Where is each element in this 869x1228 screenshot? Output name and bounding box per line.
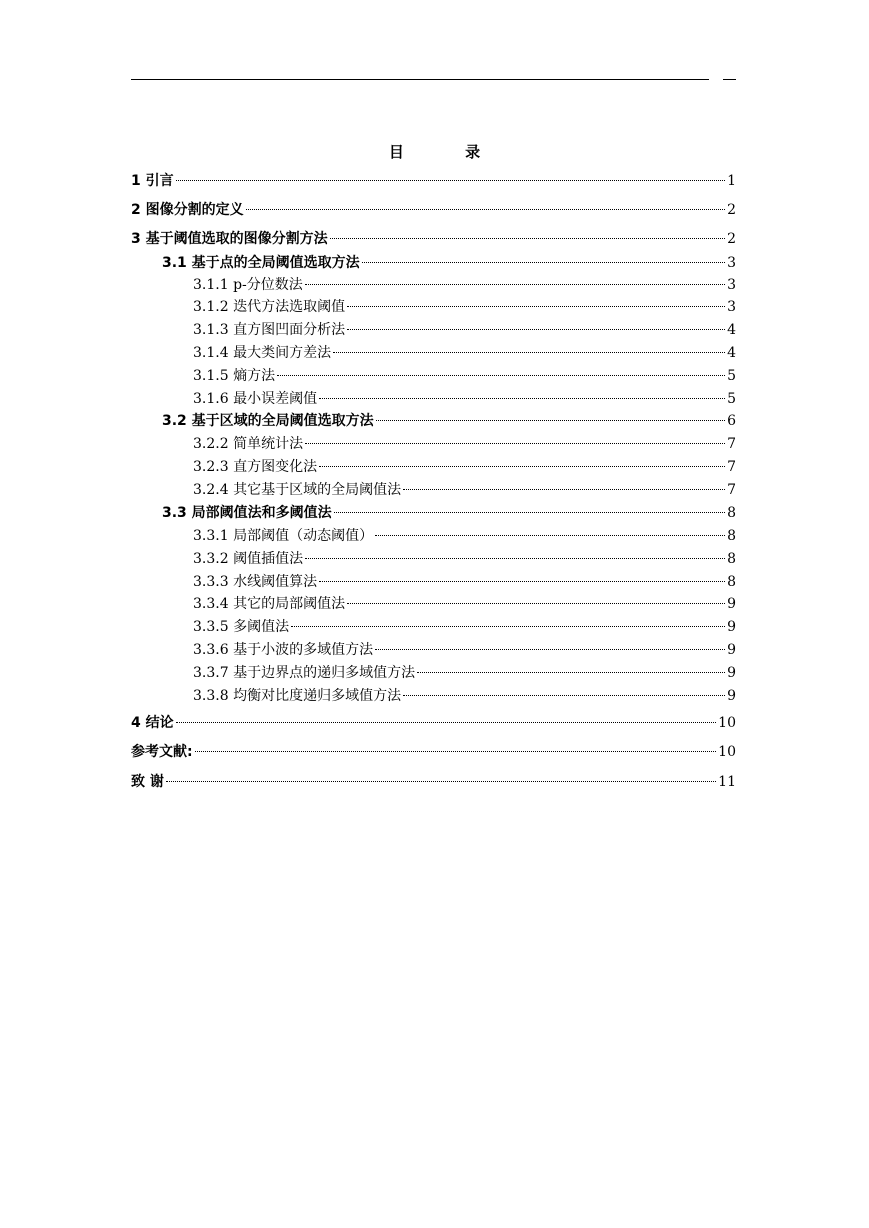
header-dash: [723, 79, 736, 80]
toc-entry-label: 2 图像分割的定义: [131, 202, 244, 218]
toc-dot-leader: [362, 262, 725, 263]
toc-entry-label: 1 引言: [131, 173, 174, 189]
toc-entry-page: 2: [727, 231, 736, 247]
toc-dot-leader: [347, 306, 725, 307]
toc-entry[interactable]: [193, 297, 736, 317]
toc-entry-page: 4: [727, 322, 736, 338]
toc-entry-page: 9: [727, 665, 736, 681]
toc-entry-page: 7: [727, 436, 736, 452]
toc-dot-leader: [195, 751, 717, 752]
toc-entry-page: 2: [727, 202, 736, 218]
toc-dot-leader: [319, 581, 725, 582]
toc-dot-leader: [375, 535, 725, 536]
toc-entry[interactable]: [193, 549, 736, 569]
toc-entry-page: 3: [727, 299, 736, 315]
toc-dot-leader: [333, 352, 725, 353]
toc-entry-page: 7: [727, 459, 736, 475]
toc-dot-leader: [347, 603, 725, 604]
toc-entry-label: 3.3.5 多阈值法: [193, 619, 290, 635]
toc-entry-label: 3.3.6 基于小波的多域值方法: [193, 642, 374, 658]
toc-dot-leader: [246, 209, 725, 210]
toc-entry[interactable]: [193, 275, 736, 295]
toc-dot-leader: [305, 284, 725, 285]
toc-entry-label: 参考文献:: [131, 744, 193, 760]
toc-entry-page: 5: [727, 368, 736, 384]
toc-entry[interactable]: [193, 389, 736, 409]
toc-entry[interactable]: [193, 594, 736, 614]
toc-entry[interactable]: [131, 229, 736, 249]
toc-entry-page: 3: [727, 277, 736, 293]
toc-entry-label: 3.2.3 直方图变化法: [193, 459, 318, 475]
toc-entry-page: 9: [727, 642, 736, 658]
toc-dot-leader: [291, 626, 725, 627]
toc-entry-label: 3.3.4 其它的局部阈值法: [193, 596, 346, 612]
toc-entry-label: 3.1.3 直方图凹面分析法: [193, 322, 346, 338]
toc-entry-page: 10: [718, 715, 736, 731]
toc-entry-page: 8: [727, 505, 736, 521]
toc-entry[interactable]: [193, 434, 736, 454]
toc-entry-label: 3.1 基于点的全局阈值选取方法: [162, 255, 360, 271]
toc-entry-label: 3.3.2 阈值插值法: [193, 551, 304, 567]
toc-dot-leader: [305, 443, 725, 444]
toc-dot-leader: [417, 672, 725, 673]
toc-dot-leader: [403, 489, 725, 490]
toc-dot-leader: [376, 420, 725, 421]
toc-entry-label: 3.2 基于区域的全局阈值选取方法: [162, 413, 374, 429]
toc-entry-page: 8: [727, 528, 736, 544]
toc-entry[interactable]: [193, 640, 736, 660]
toc-dot-leader: [347, 329, 725, 330]
toc-entry-label: 3.3.1 局部阈值（动态阈值）: [193, 528, 374, 544]
toc-entry-label: 3.1.4 最大类间方差法: [193, 345, 332, 361]
toc-entry[interactable]: [131, 171, 736, 191]
toc-entry-label: 3.1.6 最小误差阈值: [193, 391, 318, 407]
toc-entry[interactable]: [193, 686, 736, 706]
toc-entry-page: 7: [727, 482, 736, 498]
toc-entry-page: 4: [727, 345, 736, 361]
toc-dot-leader: [403, 695, 725, 696]
toc-entry[interactable]: [131, 713, 736, 733]
toc-entry-page: 9: [727, 688, 736, 704]
toc-entry-page: 5: [727, 391, 736, 407]
toc-entry-label: 3.1.1 p-分位数法: [193, 277, 303, 293]
toc-entry[interactable]: [193, 480, 736, 500]
toc-entry-page: 11: [718, 774, 736, 790]
toc-entry-label: 3.1.2 迭代方法选取阈值: [193, 299, 346, 315]
toc-entry-label: 致 谢: [131, 774, 164, 790]
toc-title: 目 录: [388, 143, 509, 161]
toc-dot-leader: [305, 558, 725, 559]
toc-entry-label: 3.3.7 基于边界点的递归多域值方法: [193, 665, 416, 681]
toc-entry[interactable]: [193, 526, 736, 546]
toc-entry-page: 6: [727, 413, 736, 429]
toc-entry-page: 10: [718, 744, 736, 760]
toc-entry-label: 3.3.3 水线阈值算法: [193, 574, 318, 590]
toc-entry[interactable]: [193, 343, 736, 363]
toc-entry-page: 9: [727, 619, 736, 635]
toc-entry[interactable]: [193, 617, 736, 637]
toc-entry-page: 8: [727, 574, 736, 590]
toc-dot-leader: [166, 781, 716, 782]
toc-entry[interactable]: [131, 742, 736, 762]
toc-entry-label: 3.3 局部阈值法和多阈值法: [162, 505, 332, 521]
toc-dot-leader: [319, 466, 725, 467]
toc-entry-label: 3.2.4 其它基于区域的全局阈值法: [193, 482, 402, 498]
header-rule: [131, 79, 709, 80]
toc-dot-leader: [375, 649, 725, 650]
toc-entry-label: 3 基于阈值选取的图像分割方法: [131, 231, 328, 247]
toc-dot-leader: [330, 238, 725, 239]
toc-dot-leader: [334, 512, 725, 513]
toc-entry[interactable]: [131, 772, 736, 792]
toc-entry[interactable]: [131, 200, 736, 220]
toc-entry-page: 9: [727, 596, 736, 612]
toc-entry-label: 3.1.5 熵方法: [193, 368, 276, 384]
toc-entry-label: 4 结论: [131, 715, 174, 731]
toc-entry[interactable]: [193, 457, 736, 477]
toc-entry-label: 3.2.2 简单统计法: [193, 436, 304, 452]
toc-entry[interactable]: [162, 411, 736, 431]
toc-entry-page: 8: [727, 551, 736, 567]
toc-entry-page: 1: [727, 173, 736, 189]
toc-dot-leader: [176, 722, 717, 723]
toc-entry[interactable]: [193, 663, 736, 683]
toc-entry[interactable]: [162, 503, 736, 523]
toc-entry[interactable]: [162, 253, 736, 273]
toc-dot-leader: [176, 180, 725, 181]
toc-entry-page: 3: [727, 255, 736, 271]
toc-entry-label: 3.3.8 均衡对比度递归多域值方法: [193, 688, 402, 704]
toc-dot-leader: [319, 398, 725, 399]
toc-dot-leader: [277, 375, 725, 376]
toc-entry[interactable]: [193, 320, 736, 340]
toc-entry[interactable]: [193, 366, 736, 386]
toc-entry[interactable]: [193, 572, 736, 592]
